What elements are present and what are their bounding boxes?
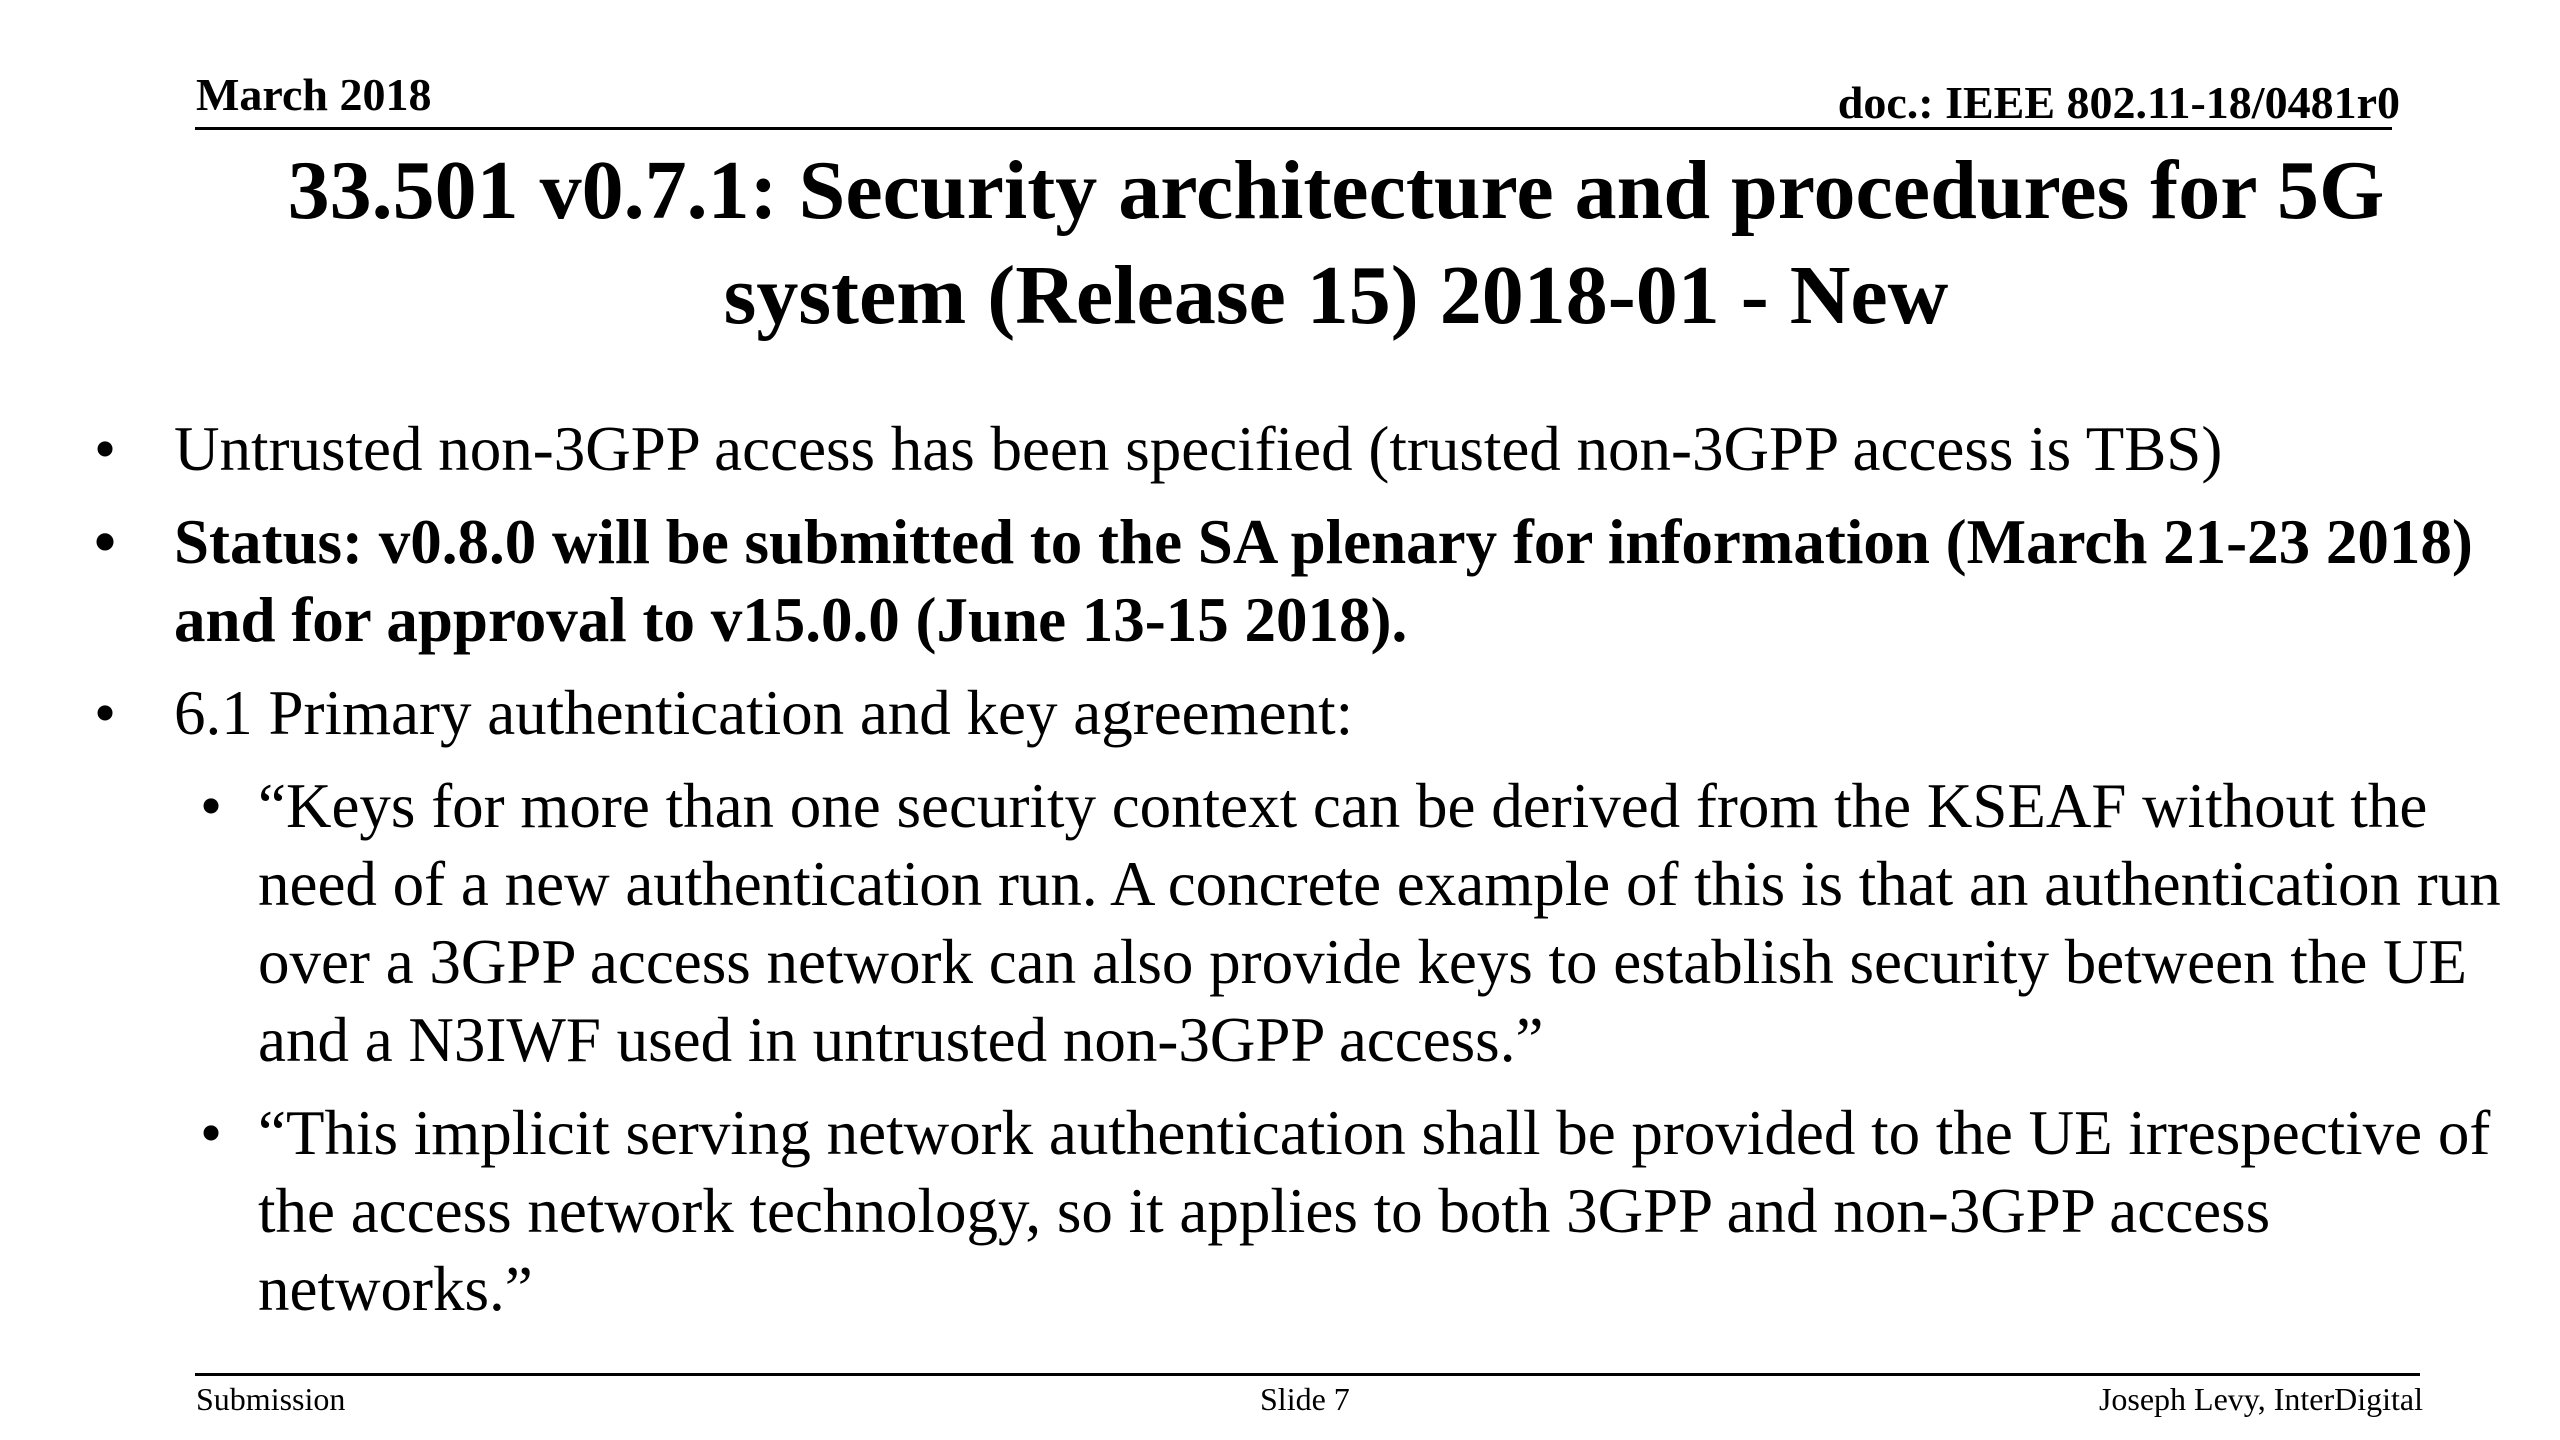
sub-bullet-text: “Keys for more than one security context can be derived from the KSEAF without the need of a new authentication run. A concrete example of this is that an authentication run over a 3GPP access network can also provide keys to establish security between the UE and a N3IWF used in untrusted non-3GPP access.”	[258, 771, 2501, 1075]
header-doc-id: doc.: IEEE 802.11-18/0481r0	[1837, 77, 2400, 128]
footer-submission: Submission	[196, 1381, 346, 1417]
bullet-marker: •	[94, 414, 117, 484]
header-date: March 2018	[196, 69, 432, 120]
bullet-marker: •	[94, 507, 117, 577]
bullet-primary-authentication	[90, 674, 2510, 752]
bullet-text: Untrusted non-3GPP access has been specified (trusted non-3GPP access is TBS)	[174, 414, 2223, 484]
bullet-untrusted-access	[90, 410, 2510, 488]
footer-author: Joseph Levy, InterDigital	[2098, 1381, 2423, 1417]
bullet-status	[90, 503, 2510, 659]
bullet-text: 6.1 Primary authentication and key agreement:	[174, 678, 1354, 748]
sub-bullet-implicit-auth-quote	[174, 1094, 2510, 1328]
bullet-text: Status: v0.8.0 will be submitted to the SA plenary for information (March 21-23 2018) and for approval to v15.0.0 (June 13-15 2018).	[174, 507, 2473, 655]
footer-divider	[195, 1373, 2420, 1376]
footer-slide-number: Slide 7	[1260, 1381, 1350, 1417]
sub-bullet-marker: •	[200, 771, 223, 841]
sub-bullet-text: “This implicit serving network authentication shall be provided to the UE irrespective of the access network technology, so it applies to both 3GPP and non-3GPP access networks.”	[258, 1098, 2491, 1324]
sub-bullet-keys-quote	[174, 767, 2510, 1079]
bullet-list	[90, 410, 2510, 1343]
header-divider	[195, 127, 2392, 130]
slide-title: 33.501 v0.7.1: Security architecture and procedures for 5G system (Release 15) 2018-01 - New	[287, 144, 2385, 342]
sub-bullet-marker: •	[200, 1098, 223, 1168]
bullet-marker: •	[94, 678, 117, 748]
